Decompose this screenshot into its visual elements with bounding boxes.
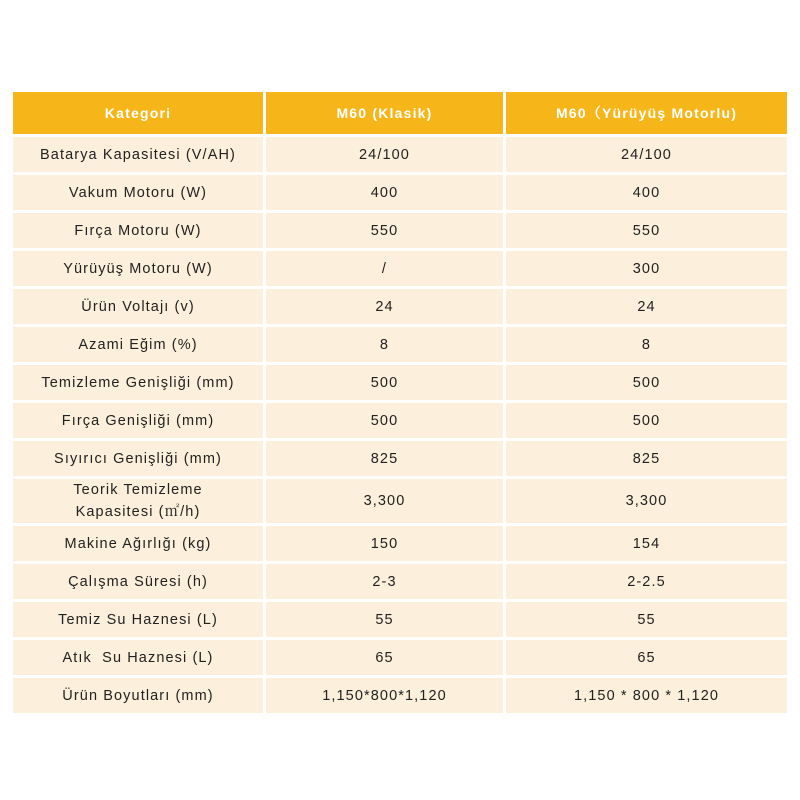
- row-label: Temiz Su Haznesi (L): [13, 602, 263, 637]
- cell-yuruyus: 550: [506, 213, 787, 248]
- row-label: Ürün Voltajı (v): [13, 289, 263, 324]
- cell-klasik: 24: [266, 289, 503, 324]
- row-label: Yürüyüş Motoru (W): [13, 251, 263, 286]
- table-row: [13, 251, 787, 286]
- table-row: [13, 365, 787, 400]
- cell-klasik: 400: [266, 175, 503, 210]
- row-label: Temizleme Genişliği (mm): [13, 365, 263, 400]
- cell-yuruyus: 8: [506, 327, 787, 362]
- table-row: [13, 678, 787, 713]
- cell-klasik: 825: [266, 441, 503, 476]
- row-label: Makine Ağırlığı (kg): [13, 526, 263, 561]
- table-row: [13, 403, 787, 438]
- row-label: Fırça Motoru (W): [13, 213, 263, 248]
- row-label-line2: Kapasitesi (㎡/h): [75, 504, 201, 520]
- cell-yuruyus: 24/100: [506, 137, 787, 172]
- cell-klasik: /: [266, 251, 503, 286]
- cell-yuruyus: 24: [506, 289, 787, 324]
- cell-yuruyus: 400: [506, 175, 787, 210]
- cell-yuruyus: 2-2.5: [506, 564, 787, 599]
- cell-klasik: 550: [266, 213, 503, 248]
- cell-klasik: 2-3: [266, 564, 503, 599]
- row-label: Azami Eğim (%): [13, 327, 263, 362]
- table-row: [13, 640, 787, 675]
- row-label: Atık Su Haznesi (L): [13, 640, 263, 675]
- table-row: [13, 289, 787, 324]
- cell-yuruyus: 154: [506, 526, 787, 561]
- row-label: Ürün Boyutları (mm): [13, 678, 263, 713]
- cell-klasik: 150: [266, 526, 503, 561]
- table-row: [13, 213, 787, 248]
- cell-klasik: 3,300: [266, 479, 503, 523]
- row-label: Çalışma Süresi (h): [13, 564, 263, 599]
- header-row: [13, 92, 787, 134]
- cell-yuruyus: 300: [506, 251, 787, 286]
- cell-yuruyus: 55: [506, 602, 787, 637]
- header-m60-yuruyus-motorlu: M60（Yürüyüş Motorlu): [506, 92, 787, 134]
- spec-table: [10, 89, 790, 716]
- cell-klasik: 24/100: [266, 137, 503, 172]
- table-row: [13, 327, 787, 362]
- table-row: [13, 526, 787, 561]
- table-row: [13, 602, 787, 637]
- cell-yuruyus: 65: [506, 640, 787, 675]
- row-label: Sıyırıcı Genişliği (mm): [13, 441, 263, 476]
- table-row: [13, 137, 787, 172]
- cell-klasik: 500: [266, 365, 503, 400]
- table-row: [13, 175, 787, 210]
- cell-yuruyus: 1,150 * 800 * 1,120: [506, 678, 787, 713]
- header-category: Kategori: [13, 92, 263, 134]
- row-label: Batarya Kapasitesi (V/AH): [13, 137, 263, 172]
- table-row: [13, 441, 787, 476]
- cell-yuruyus: 825: [506, 441, 787, 476]
- cell-klasik: 8: [266, 327, 503, 362]
- table-row: [13, 564, 787, 599]
- cell-yuruyus: 500: [506, 365, 787, 400]
- cell-klasik: 55: [266, 602, 503, 637]
- row-label: Fırça Genişliği (mm): [13, 403, 263, 438]
- header-m60-klasik: M60 (Klasik): [266, 92, 503, 134]
- cell-klasik: 1,150*800*1,120: [266, 678, 503, 713]
- cell-yuruyus: 500: [506, 403, 787, 438]
- row-label: [13, 479, 263, 523]
- cell-yuruyus: 3,300: [506, 479, 787, 523]
- row-label-line1: Teorik Temizleme: [73, 482, 203, 498]
- cell-klasik: 500: [266, 403, 503, 438]
- row-label: Vakum Motoru (W): [13, 175, 263, 210]
- table-row: [13, 479, 787, 523]
- cell-klasik: 65: [266, 640, 503, 675]
